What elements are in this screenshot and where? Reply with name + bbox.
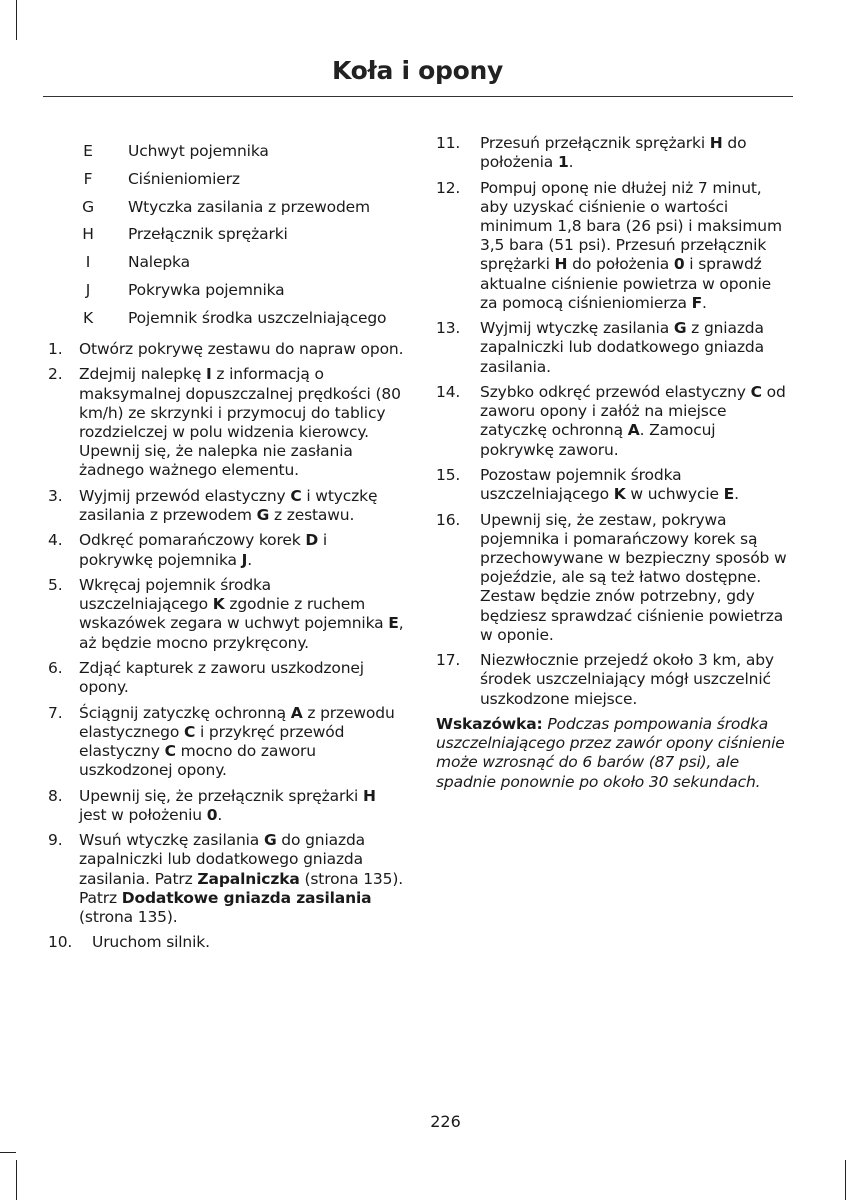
page-number: 226 [430,1112,461,1131]
page-title: Koła i opony [332,56,503,85]
step-text-segment: Otwórz pokrywę zestawu do napraw opon. [79,339,404,358]
step-number: 5. [48,575,63,594]
step-text-segment: . [217,805,223,824]
step-reference: G [673,319,687,338]
step-text-segment: i pokrywkę pojemnika [79,531,328,569]
step-number: 13. [436,319,461,338]
step-item [48,531,404,569]
step-text-segment: Wyjmij przewód elastyczny [79,486,291,505]
step-item [436,134,792,172]
step-text-segment: . [568,153,574,172]
step-reference: 1 [557,153,569,172]
step-text-segment: z zestawu. [269,505,355,524]
step-item [436,511,792,645]
step-reference: G [256,505,270,524]
step-text [79,340,404,359]
step-text [79,531,404,569]
step-text-segment: i sprawdź aktualne ciśnienie powietrza w oponie za pomocą ciśnieniomierza [480,255,772,312]
step-text-segment: Przesuń przełącznik sprężarki [480,134,710,152]
step-number: 9. [48,831,63,850]
step-text-segment: . [734,485,739,504]
step-reference: A [627,421,640,440]
step-number: 6. [48,658,63,677]
step-text-segment: Wkręcaj pojemnik środka uszczelniającego [79,575,271,614]
step-text-segment: do położenia [567,255,674,274]
step-text [79,576,404,653]
step-text-segment: jest w położeniu [79,805,207,824]
step-number: 1. [48,339,63,358]
step-reference: H [709,134,723,152]
step-number: 7. [48,703,63,722]
step-text-segment: z informacją o maksymalnej dopuszczalnej prędkości (80 km/h) ze skrzynki i przymocuj do tablicy rozdzielczej w polu widzenia kierowcy. Upewnij się, że nalepka nie zasłania żadnego ważnego elementu. [79,365,401,480]
step-text-segment: . [702,293,707,312]
step-number: 10. [48,933,73,952]
step-item [48,576,404,653]
step-text-segment: Niezwłocznie przejedź około 3 km, aby środek uszczelniający mógł uszczelnić uszkodzone miejsce. [480,651,774,708]
crop-mark [16,0,17,40]
step-item [436,466,792,504]
step-text-segment: Wsuń wtyczkę zasilania [79,831,264,850]
step-reference: 0 [673,255,685,274]
legend-letter: J [85,280,91,299]
legend-item [48,170,404,189]
step-item [436,651,792,709]
step-item [48,659,404,697]
step-reference: C [164,741,176,760]
component-legend [48,142,404,328]
step-text-segment: z gniazda zapalniczki lub dodatkowego gniazda zasilania. [480,319,764,376]
step-text-segment: (strona 135). [79,907,178,926]
step-item [48,365,404,480]
step-text [79,365,404,480]
legend-item [48,281,404,300]
legend-text: Ciśnieniomierz [128,169,240,188]
step-text-segment: . [247,550,253,569]
step-text-segment: Ściągnij zatyczkę ochronną [79,703,291,722]
step-item [48,933,404,952]
legend-letter: I [85,253,91,272]
step-text [79,659,404,697]
step-reference: A [290,703,303,722]
legend-letter: G [82,197,94,216]
step-text [480,319,792,377]
step-number: 2. [48,365,63,384]
step-item [48,487,404,525]
step-reference: J [241,550,248,569]
legend-letter: K [82,308,93,327]
legend-item [48,198,404,217]
crop-mark [0,1152,16,1153]
legend-letter: E [83,142,93,160]
step-number: 4. [48,531,63,550]
header-divider [43,96,793,97]
legend-item [48,225,404,244]
legend-letter: F [83,169,93,188]
step-reference: K [212,595,225,614]
note-label: Wskazówka: [436,715,543,733]
step-item [48,831,404,927]
legend-item [48,253,404,272]
step-item [48,340,404,359]
step-text-segment: w uchwycie [625,485,724,504]
step-reference: H [362,786,376,805]
step-item [48,704,404,781]
step-text-segment: Odkręć pomarańczowy korek [79,531,306,550]
legend-text: Wtyczka zasilania z przewodem [128,197,370,216]
step-text-segment: mocno do zaworu uszkodzonej opony. [79,741,316,780]
step-item [436,383,792,460]
legend-item [48,142,404,161]
step-text-segment: do gniazda zapalniczki lub dodatkowego gniazda zasilania. Patrz [79,831,365,888]
step-text-segment: Szybko odkręć przewód elastyczny [480,383,751,401]
step-text-segment: Upewnij się, że przełącznik sprężarki [79,786,363,805]
step-text-segment: Pompuj oponę nie dłużej niż 7 minut, aby uzyskać ciśnienie o wartości minimum 1,8 bara (26 psi) i maksimum 3,5 bara (51 psi). Przesuń przełącznik sprężarki [480,178,782,274]
step-text [79,831,404,927]
step-text [79,704,404,781]
step-text [480,651,792,709]
legend-text: Przełącznik sprężarki [128,225,288,244]
step-reference: K [613,485,626,504]
step-text-segment: , aż będzie mocno przykręcony. [79,614,404,652]
step-text-segment: Pozostaw pojemnik środka uszczelniającego [480,466,682,504]
step-text-segment: (strona 135). Patrz [79,869,404,907]
legend-item [48,309,404,328]
step-text [480,134,792,172]
step-reference: Dodatkowe gniazda zasilania [121,888,372,907]
step-reference: Zapalniczka [197,869,300,888]
step-text [79,487,404,525]
step-reference: E [388,614,399,633]
step-number: 17. [436,651,461,670]
step-text-segment: Upewnij się, że zestaw, pokrywa pojemnika i pomarańczowy korek są przechowywane w bezpieczny sposób w pojeździe, ale są też łatwo dostępne. Zestaw będzie znów potrzebny, gdy będziesz sprawdzać ciśnienie powietrza w oponie. [480,510,787,644]
step-number: 12. [436,178,461,197]
legend-text: Pojemnik środka uszczelniającego [128,308,387,327]
step-text-segment: od zaworu opony i załóż na miejsce zatyczkę ochronną [480,383,786,440]
note [436,715,792,792]
step-reference: C [290,486,302,505]
step-text-segment: i wtyczkę zasilania z przewodem [79,486,378,524]
step-item [436,319,792,377]
step-reference: G [263,831,277,850]
step-text [480,466,792,504]
step-text [480,511,792,645]
step-text-segment: Zdejmij nalepkę [79,365,206,384]
step-number: 14. [436,383,461,401]
steps-list-right [436,134,792,709]
step-text [79,787,404,825]
step-reference: C [183,722,196,741]
left-column [48,134,404,959]
step-reference: D [305,531,319,550]
step-reference: 0 [206,805,218,824]
step-text-segment: Uruchom silnik. [92,933,210,952]
legend-letter: H [82,225,94,244]
step-reference: C [750,383,762,401]
step-text-segment: i przykręć przewód elastyczny [79,722,345,760]
step-reference: I [205,365,212,384]
step-number: 15. [436,466,461,484]
crop-mark [16,1160,17,1200]
legend-text: Uchwyt pojemnika [128,142,269,160]
step-item [436,179,792,313]
step-text-segment: zgodnie z ruchem wskazówek zegara w uchwyt pojemnika [79,595,389,633]
step-text-segment: Wyjmij wtyczkę zasilania [480,319,674,338]
legend-text: Nalepka [128,253,190,272]
step-reference: E [723,485,735,504]
crop-mark [845,1160,846,1200]
legend-text: Pokrywka pojemnika [128,280,285,299]
step-text-segment: do położenia [480,134,747,172]
step-number: 11. [436,134,461,152]
steps-list-left [48,340,404,953]
step-text [480,383,792,460]
step-text-segment: z przewodu elastycznego [79,703,395,741]
step-number: 3. [48,486,63,505]
step-number: 8. [48,786,63,805]
step-reference: F [691,293,703,312]
step-text-segment: . Zamocuj pokrywkę zaworu. [480,421,716,459]
right-column [436,134,792,792]
step-item [48,787,404,825]
note-text: Podczas pompowania środka uszczelniającego przez zawór opony ciśnienie może wzrosnąć do 6 barów (87 psi), ale spadnie ponownie po około 30 sekundach. [436,715,785,791]
step-text [92,933,404,952]
step-text [480,179,792,313]
step-reference: H [554,255,568,274]
step-number: 16. [436,510,461,529]
step-text-segment: Zdjąć kapturek z zaworu uszkodzonej opony. [79,658,364,697]
